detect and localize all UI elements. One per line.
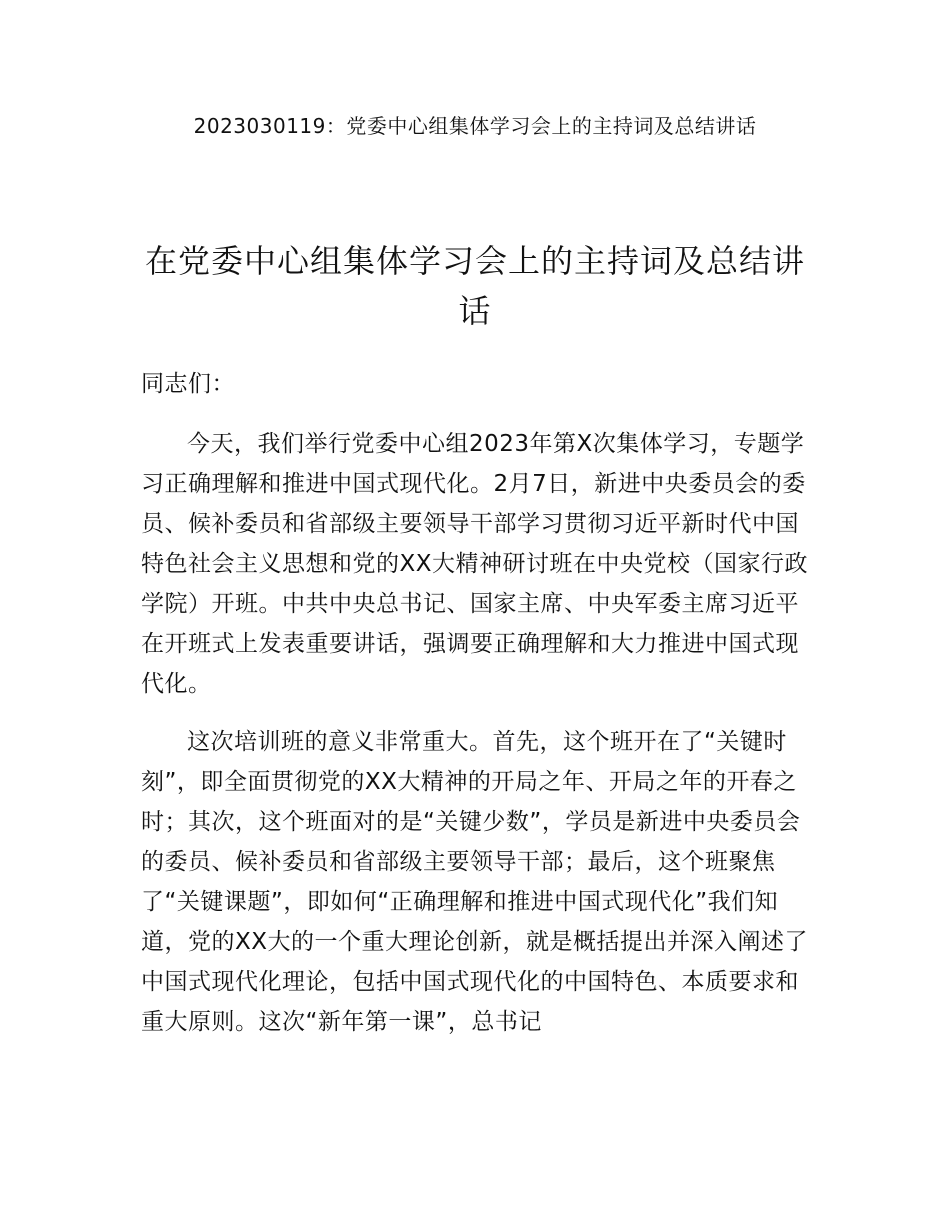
salutation: 同志们： xyxy=(141,371,235,397)
paragraph: 今天，我们举行党委中心组2023年第X次集体学习，专题学习正确理解和推进中国式现代化。2月7日，新进中央委员会的委员、候补委员和省部级主要领导干部学习贯彻习近平新时代中国特色社会主义思想和党的XX大精神研讨班在中央党校（国家行政学院）开班。中共中央总书记、国家主席、中央军委主席习近平在开班式上发表重要讲话，强调要正确理解和大力推进中国式现代化。 xyxy=(141,431,809,697)
document-header: 2023030119：党委中心组集体学习会上的主持词及总结讲话 xyxy=(193,114,757,138)
document-body xyxy=(141,364,813,1060)
paragraph: 这次培训班的意义非常重大。首先，这个班开在了“关键时刻”，即全面贯彻党的XX大精神的开局之年、开局之年的开春之时；其次，这个班面对的是“关键少数”，学员是新进中央委员会的委员、候补委员和省部级主要领导干部；最后，这个班聚焦了“关键课题”，即如何“正确理解和推进中国式现代化”我们知道，党的XX大的一个重大理论创新，就是概括提出并深入阐述了中国式现代化理论，包括中国式现代化的中国特色、本质要求和重大原则。这次“新年第一课”，总书记 xyxy=(141,729,809,1035)
document-title: 在党委中心组集体学习会上的主持词及总结讲话 xyxy=(144,242,805,330)
